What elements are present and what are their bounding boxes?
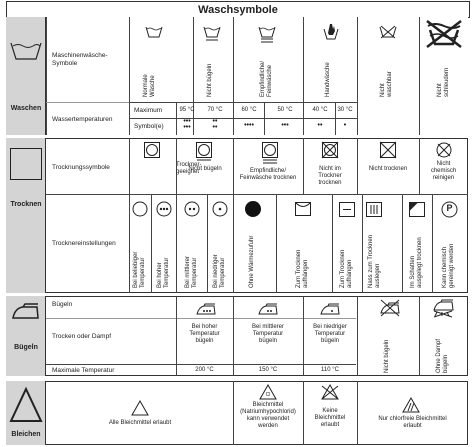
dry-setting-label: Bei beliebiger Temperatur — [133, 251, 146, 288]
divider — [357, 17, 358, 135]
bleach-any-icon — [131, 400, 149, 416]
drip-dry-icon — [339, 202, 355, 217]
no-iron-icon — [380, 300, 400, 316]
trocknungssymbole-label: Trocknungssymbole — [52, 164, 110, 171]
dampf-label: Trocken oder Dampf — [52, 333, 112, 340]
divider — [332, 194, 333, 293]
flat-dry-icon — [366, 202, 382, 217]
dryer-line-icon — [196, 142, 212, 161]
dots-cell: ••• — [281, 122, 289, 129]
wassertemp-label: Wassertemperaturen — [52, 116, 113, 123]
dry-setting-label: Ohne Wärmezufuhr — [249, 235, 255, 288]
dots-cell: • — [343, 122, 347, 129]
divider — [419, 17, 420, 135]
dry-setting-label: Zum Trocknen aufhängen — [296, 249, 309, 288]
dry-sym-label: Nicht chemisch reinigen — [430, 161, 457, 181]
iron-temp: 200 °C — [195, 367, 214, 373]
no-spin-icon — [425, 20, 463, 48]
washtub-icon — [145, 25, 163, 39]
dry-no-heat-icon — [244, 200, 262, 218]
dry-setting-label: Nass zum Trocknen auslegen — [368, 234, 381, 288]
maschinenwaesche-label: Maschinenwäsche- Symbole — [52, 52, 108, 67]
iron-large-icon — [11, 302, 41, 320]
waschen-name: Waschen — [10, 105, 42, 112]
divider — [151, 194, 152, 293]
bleach-label: Bleichmittel (Natriumhypochlorid) kann verwendet werden — [240, 402, 296, 429]
wash-col-label: Normale Wäsche — [143, 74, 156, 97]
dry-sym-label: Nicht bügeln — [188, 166, 222, 172]
iron-medium-icon — [258, 303, 278, 315]
divider — [419, 296, 420, 376]
bleach-label: Nur chlorfreie Bleichmittel erlaubt — [378, 416, 447, 429]
divider — [46, 17, 47, 135]
ohne-dampf-label: Ohne Dampf bügeln — [436, 338, 449, 373]
iron-col-label: Bei niedriger Temperatur bügeln — [313, 324, 347, 344]
temp-cell: 95 °C — [179, 107, 195, 113]
trocknereinstellungen-label: Trocknereinstellungen — [52, 240, 116, 247]
buegeln-label-col — [6, 296, 46, 376]
trocknen-name: Trocknen — [10, 201, 42, 208]
divider — [129, 118, 357, 119]
dry-low-temp-icon — [212, 201, 228, 217]
symbol-label: Symbol(e) — [134, 123, 164, 130]
dry-medium-temp-icon — [184, 201, 200, 217]
dry-sym-label: Trockner- geeignet — [176, 162, 202, 175]
temp-cell: 40 °C — [312, 107, 328, 113]
divider — [432, 194, 433, 293]
bleach-cl-text: Cl — [265, 392, 271, 398]
iron-temp: 150 °C — [258, 367, 278, 373]
dry-setting-label: Zum Trocknen aufhängen — [340, 249, 353, 288]
maximum-label: Maximum — [134, 107, 163, 114]
divider — [129, 138, 130, 293]
temp-cell: 70 °C — [207, 107, 223, 113]
wash-col-label: Nicht bügeln — [207, 63, 213, 97]
square-large-icon — [10, 148, 42, 180]
divider — [357, 296, 358, 376]
no-steam-icon — [432, 299, 456, 317]
no-dry-icon — [380, 142, 396, 158]
wash-col-label: Empfindliche/ Feinwäsche — [260, 60, 273, 97]
dry-sym-label: Nicht im Trockner trocknen — [318, 166, 342, 186]
divider — [46, 102, 129, 103]
dots-cell: •• •• — [212, 118, 218, 131]
iron-low-icon — [320, 303, 340, 315]
iron-col-label: Bei mittlerer Temperatur bügeln — [251, 324, 284, 344]
wash-col-label: Nicht waschbar — [380, 71, 393, 97]
washtub-large-icon — [10, 39, 42, 61]
waschen-label-col — [6, 17, 46, 135]
temp-cell: 50 °C — [277, 107, 293, 113]
dry-setting-label: Bei mittlerer Temperatur — [185, 255, 198, 288]
trocknen-label-col — [6, 138, 46, 293]
dots-cell: •• — [317, 122, 323, 129]
divider — [357, 381, 358, 445]
washtub-double-line-icon — [258, 25, 276, 43]
dry-sym-label: Empfindliche/ Feinwäsche trocknen — [239, 168, 297, 181]
divider — [129, 102, 357, 103]
divider — [176, 194, 177, 293]
dryer-double-line-icon — [262, 142, 278, 164]
iron-col-label: Bei hoher Temperatur bügeln — [189, 324, 220, 344]
dry-setting-label: Bei hoher Temperatur — [157, 257, 170, 288]
nicht-buegeln-label: Nicht bügeln — [384, 339, 390, 373]
buegeln-name: Bügeln — [14, 344, 38, 351]
bleach-label: Alle Bleichmittel erlaubt — [108, 420, 172, 426]
washtub-line-icon — [203, 25, 221, 41]
divider — [46, 194, 468, 195]
no-bleach-icon — [321, 384, 339, 400]
dry-high-temp-icon — [156, 201, 172, 217]
bleichen-name: Bleichen — [11, 431, 41, 438]
no-dry-clean-icon — [436, 142, 452, 158]
hand-wash-icon — [323, 23, 339, 41]
divider — [233, 194, 234, 293]
dots-cell: •••• — [244, 122, 254, 129]
iron-high-icon — [196, 303, 216, 315]
wash-col-label: Nicht schleudern — [437, 67, 450, 97]
tumble-dry-icon — [144, 142, 160, 158]
divider — [402, 194, 403, 293]
no-tumble-dry-icon — [322, 142, 338, 158]
dry-sym-label: Nicht trocknen — [368, 166, 408, 172]
page-title: Waschsymbole — [6, 1, 470, 18]
dry-clean-p-letter: P — [446, 203, 453, 213]
divider — [362, 194, 363, 293]
bleach-non-chlorine-icon — [402, 397, 420, 413]
buegeln-label: Bügeln — [52, 301, 73, 308]
triangle-large-icon — [9, 387, 43, 423]
divider — [233, 138, 234, 194]
dry-setting-label: Kann chemisch gereinigt werden — [442, 243, 455, 288]
shade-dry-icon — [409, 202, 425, 217]
divider — [276, 194, 277, 293]
temp-cell: 60 °C — [241, 107, 257, 113]
trocknen-section — [6, 138, 468, 293]
divider — [207, 194, 208, 293]
dry-setting-label: Bei niedriger Temperatur — [213, 254, 226, 288]
dots-cell: ••• ••• — [183, 118, 191, 131]
temp-cell: 30 °C — [337, 107, 353, 113]
maxtemp-label: Maximale Temperatur — [52, 367, 115, 374]
line-dry-icon — [295, 202, 311, 216]
no-wash-icon — [379, 25, 397, 39]
divider — [46, 318, 356, 319]
iron-temp: 110 °C — [321, 367, 339, 373]
bleach-label: Keine Bleichmittel erlaubt — [314, 408, 346, 428]
divider — [46, 364, 356, 365]
bleichen-label-col — [6, 381, 46, 445]
dry-setting-label: Im Schatten ausgelegt trocknen — [410, 237, 423, 288]
dry-any-temp-icon — [132, 201, 148, 217]
wash-col-label: Handwäsche — [325, 62, 331, 97]
